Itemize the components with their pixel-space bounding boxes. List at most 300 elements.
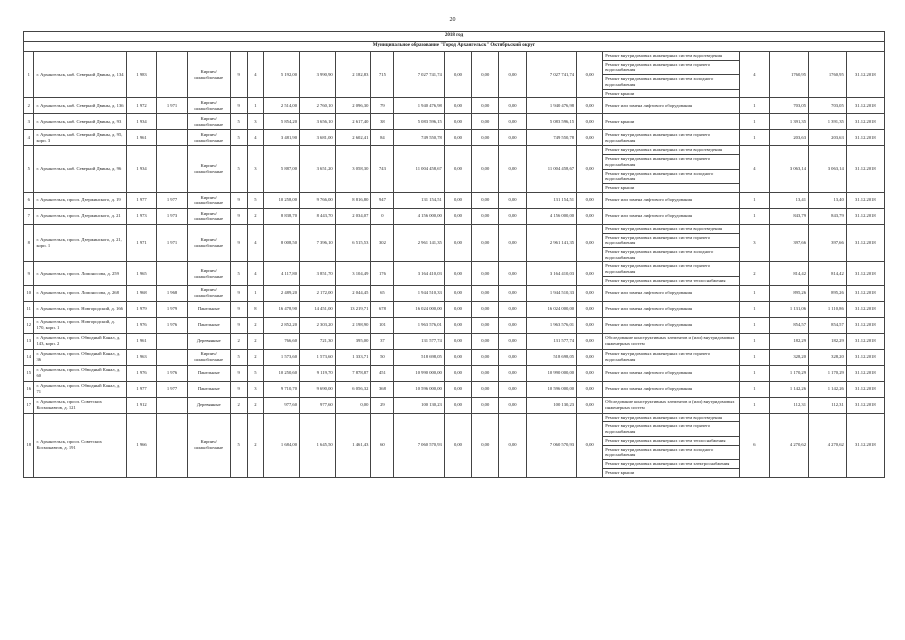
local-funds: 0,00 [499, 130, 526, 146]
local-funds: 0,00 [499, 317, 526, 333]
wall-material: Кирпич/ шлакоблочные [187, 262, 230, 285]
completion-date: 31.12.2018 [846, 365, 884, 381]
regional-funds: 0,00 [472, 114, 499, 130]
year-reconstructed [157, 262, 187, 285]
max-unit-cost: 1 170,29 [809, 365, 847, 381]
local-funds: 0,00 [499, 208, 526, 224]
floors: 9 [230, 301, 247, 317]
regional-funds: 0,00 [472, 397, 499, 413]
work-count: 1 [739, 397, 769, 413]
work-count: 1 [739, 208, 769, 224]
repair-cost: 749 550,78 [394, 130, 444, 146]
entrances: 5 [247, 365, 264, 381]
row-number: 12 [24, 317, 34, 333]
row-number: 11 [24, 301, 34, 317]
repair-cost: 2 961 141,35 [394, 224, 444, 262]
completion-date: 31.12.2018 [846, 413, 884, 477]
repair-cost: 7 060 570,93 [394, 413, 444, 477]
work-type: Ремонт или замена лифтового оборудования [603, 98, 739, 114]
work-count: 4 [739, 146, 769, 192]
local-funds: 0,00 [499, 349, 526, 365]
repair-cost: 5 083 596,15 [394, 114, 444, 130]
repair-cost: 1 944 510,33 [394, 285, 444, 301]
table-row [24, 192, 885, 208]
work-count: 6 [739, 413, 769, 477]
year-built: 1 976 [126, 365, 156, 381]
max-unit-cost: 814,42 [809, 262, 847, 285]
completion-date: 31.12.2018 [846, 98, 884, 114]
entrances: 2 [247, 208, 264, 224]
residential-area: 3 104,49 [335, 262, 371, 285]
wall-material: Кирпич/ шлакоблочные [187, 192, 230, 208]
address: г. Архангельск, просп. Дзержинского, д. 19 [34, 192, 126, 208]
total-area: 5 192,00 [264, 52, 300, 98]
residential-area: 0,00 [335, 397, 371, 413]
row-number: 1 [24, 52, 34, 98]
local-funds: 0,00 [499, 413, 526, 477]
wall-material: Кирпич/ шлакоблочные [187, 285, 230, 301]
completion-date: 31.12.2018 [846, 285, 884, 301]
table-row [24, 397, 885, 413]
total-area: 10 250,60 [264, 365, 300, 381]
entrances: 4 [247, 130, 264, 146]
work-count: 1 [739, 365, 769, 381]
table-row [24, 98, 885, 114]
repair-cost: 131 577,74 [394, 333, 444, 349]
max-unit-cost: 182,29 [809, 333, 847, 349]
floors: 5 [230, 349, 247, 365]
residents: 37 [371, 333, 394, 349]
work-count: 1 [739, 301, 769, 317]
premises-area: 3 990,90 [300, 52, 336, 98]
local-funds: 0,00 [499, 146, 526, 192]
other-funds: 0,00 [577, 285, 603, 301]
residents: 50 [371, 349, 394, 365]
local-funds: 0,00 [499, 333, 526, 349]
address: г. Архангельск, просп. Обводный Канал, д. 143, корп. 2 [34, 333, 126, 349]
residential-area: 8 816,80 [335, 192, 371, 208]
year-reconstructed [157, 52, 187, 98]
total-area: 5 854,20 [264, 114, 300, 130]
table-row [24, 381, 885, 397]
table-row [24, 349, 885, 365]
owner-funds: 7 027 741,74 [526, 52, 576, 98]
owner-funds: 518 698,05 [526, 349, 576, 365]
regional-funds: 0,00 [472, 130, 499, 146]
owner-funds: 10 990 000,00 [526, 365, 576, 381]
wall-material: Панельные [187, 381, 230, 397]
work-type: Ремонт крыши [603, 184, 739, 193]
residential-area: 2 198,90 [335, 317, 371, 333]
floors: 9 [230, 98, 247, 114]
year-reconstructed [157, 146, 187, 192]
total-area: 1 684,00 [264, 413, 300, 477]
work-count: 1 [739, 285, 769, 301]
owner-funds: 2 961 141,35 [526, 224, 576, 262]
local-funds: 0,00 [499, 224, 526, 262]
work-count: 1 [739, 130, 769, 146]
year-built: 1 934 [126, 146, 156, 192]
entrances: 4 [247, 262, 264, 285]
local-funds: 0,00 [499, 285, 526, 301]
premises-area: 3 681,00 [300, 130, 336, 146]
year-reconstructed: 1 977 [157, 192, 187, 208]
completion-date: 31.12.2018 [846, 349, 884, 365]
year-reconstructed: 1 973 [157, 208, 187, 224]
residential-area: 2 096,30 [335, 98, 371, 114]
other-funds: 0,00 [577, 98, 603, 114]
premises-area: 2 172,00 [300, 285, 336, 301]
repair-cost: 100 130,23 [394, 397, 444, 413]
owner-funds: 1 940 476,98 [526, 98, 576, 114]
row-number: 2 [24, 98, 34, 114]
regional-funds: 0,00 [472, 192, 499, 208]
address: г. Архангельск, просп. Советских Космонавтов, д. 191 [34, 413, 126, 477]
table-row [24, 285, 885, 301]
repair-cost: 3 164 410,03 [394, 262, 444, 285]
year-reconstructed: 1 977 [157, 381, 187, 397]
owner-funds: 131 154,51 [526, 192, 576, 208]
work-type: Ремонт внутридомовых инженерных систем горячего водоснабжения [603, 233, 739, 247]
entrances: 1 [247, 98, 264, 114]
residential-area: 7 878,87 [335, 365, 371, 381]
floors: 9 [230, 317, 247, 333]
entrances: 2 [247, 397, 264, 413]
residents: 84 [371, 130, 394, 146]
row-number: 17 [24, 397, 34, 413]
completion-date: 31.12.2018 [846, 262, 884, 285]
table-row [24, 333, 885, 349]
work-count: 1 [739, 317, 769, 333]
other-funds: 0,00 [577, 52, 603, 98]
work-type: Ремонт крыши [603, 114, 739, 130]
federal-funds: 0,00 [444, 224, 471, 262]
wall-material: Панельные [187, 317, 230, 333]
table-row [24, 413, 885, 422]
row-number: 18 [24, 413, 34, 477]
work-type: Ремонт внутридомовых инженерных систем горячего водоснабжения [603, 60, 739, 74]
table-row [24, 114, 885, 130]
wall-material: Кирпич/ шлакоблочные [187, 413, 230, 477]
residents: 678 [371, 301, 394, 317]
unit-cost: 112,31 [770, 397, 809, 413]
table-row [24, 365, 885, 381]
max-unit-cost: 4 270,62 [809, 413, 847, 477]
unit-cost: 1 391,35 [770, 114, 809, 130]
local-funds: 0,00 [499, 192, 526, 208]
work-type: Ремонт или замена лифтового оборудования [603, 208, 739, 224]
unit-cost: 4 270,62 [770, 413, 809, 477]
floors: 5 [230, 262, 247, 285]
repair-cost: 10 990 000,00 [394, 365, 444, 381]
table-row [24, 130, 885, 146]
floors: 9 [230, 192, 247, 208]
address: г. Архангельск, наб. Северной Двины, д. 95, корп. 3 [34, 130, 126, 146]
unit-cost: 397,66 [770, 224, 809, 262]
work-type: Ремонт крыши [603, 468, 739, 477]
premises-area: 14 451,00 [300, 301, 336, 317]
work-type: Ремонт внутридомовых инженерных систем водоотведения [603, 52, 739, 61]
floors: 9 [230, 208, 247, 224]
regional-funds: 0,00 [472, 317, 499, 333]
local-funds: 0,00 [499, 301, 526, 317]
entrances: 1 [247, 285, 264, 301]
row-number: 10 [24, 285, 34, 301]
repair-cost: 4 156 000,00 [394, 208, 444, 224]
regional-funds: 0,00 [472, 146, 499, 192]
residential-area: 1 461,43 [335, 413, 371, 477]
residential-area: 1 333,71 [335, 349, 371, 365]
year-reconstructed: 1 976 [157, 365, 187, 381]
entrances: 3 [247, 114, 264, 130]
work-type: Ремонт внутридомовых инженерных систем электроснабжения [603, 460, 739, 469]
federal-funds: 0,00 [444, 397, 471, 413]
work-count: 3 [739, 224, 769, 262]
owner-funds: 100 130,23 [526, 397, 576, 413]
work-count: 1 [739, 349, 769, 365]
residential-area: 2 034,07 [335, 208, 371, 224]
work-type: Обследование конструктивных элементов и (или) внутридомовых инженерных систем [603, 397, 739, 413]
residential-area: 6 056,32 [335, 381, 371, 397]
year-reconstructed [157, 397, 187, 413]
total-area: 3 481,90 [264, 130, 300, 146]
premises-area: 721,30 [300, 333, 336, 349]
federal-funds: 0,00 [444, 413, 471, 477]
row-number: 5 [24, 146, 34, 192]
table-row [24, 208, 885, 224]
completion-date: 31.12.2018 [846, 208, 884, 224]
work-type: Ремонт или замена лифтового оборудования [603, 285, 739, 301]
residents: 60 [371, 413, 394, 477]
work-type: Ремонт или замена лифтового оборудования [603, 317, 739, 333]
wall-material: Деревянные [187, 333, 230, 349]
unit-cost: 1 142,26 [770, 381, 809, 397]
year-built: 1 983 [126, 52, 156, 98]
federal-funds: 0,00 [444, 317, 471, 333]
year-built: 1 963 [126, 349, 156, 365]
work-type: Обследование конструктивных элементов и (или) внутридомовых инженерных систем [603, 333, 739, 349]
federal-funds: 0,00 [444, 208, 471, 224]
floors: 9 [230, 52, 247, 98]
residential-area: 2 617,40 [335, 114, 371, 130]
year-reconstructed [157, 349, 187, 365]
regional-funds: 0,00 [472, 365, 499, 381]
year-built: 1 972 [126, 98, 156, 114]
year-built: 1 977 [126, 192, 156, 208]
completion-date: 31.12.2018 [846, 397, 884, 413]
total-area: 2 852,20 [264, 317, 300, 333]
year-built: 1 976 [126, 317, 156, 333]
premises-area: 1 573,60 [300, 349, 336, 365]
completion-date: 31.12.2018 [846, 224, 884, 262]
total-area: 8 008,50 [264, 224, 300, 262]
regional-funds: 0,00 [472, 381, 499, 397]
federal-funds: 0,00 [444, 365, 471, 381]
owner-funds: 131 577,74 [526, 333, 576, 349]
row-number: 4 [24, 130, 34, 146]
other-funds: 0,00 [577, 397, 603, 413]
max-unit-cost: 1760,95 [809, 52, 847, 98]
table-row [24, 52, 885, 61]
year-built: 1 961 [126, 130, 156, 146]
work-type: Ремонт или замена лифтового оборудования [603, 192, 739, 208]
residential-area: 3 058,30 [335, 146, 371, 192]
year-reconstructed: 1 971 [157, 224, 187, 262]
unit-cost: 328,20 [770, 349, 809, 365]
other-funds: 0,00 [577, 224, 603, 262]
table-row [24, 262, 885, 276]
residents: 715 [371, 52, 394, 98]
year-reconstructed: 1 968 [157, 285, 187, 301]
federal-funds: 0,00 [444, 285, 471, 301]
local-funds: 0,00 [499, 98, 526, 114]
repair-cost: 16 024 000,00 [394, 301, 444, 317]
total-area: 766,60 [264, 333, 300, 349]
address: г. Архангельск, просп. Обводный Канал, д. 60 [34, 365, 126, 381]
work-count: 1 [739, 98, 769, 114]
federal-funds: 0,00 [444, 262, 471, 285]
regional-funds: 0,00 [472, 52, 499, 98]
owner-funds: 4 156 000,00 [526, 208, 576, 224]
regional-funds: 0,00 [472, 349, 499, 365]
other-funds: 0,00 [577, 413, 603, 477]
max-unit-cost: 1 110,86 [809, 301, 847, 317]
max-unit-cost: 13,40 [809, 192, 847, 208]
work-count: 1 [739, 333, 769, 349]
federal-funds: 0,00 [444, 381, 471, 397]
owner-funds: 16 024 000,00 [526, 301, 576, 317]
regional-funds: 0,00 [472, 224, 499, 262]
owner-funds: 5 083 596,15 [526, 114, 576, 130]
residents: 302 [371, 224, 394, 262]
row-number: 7 [24, 208, 34, 224]
address: г. Архангельск, наб. Северной Двины, д. 134 [34, 52, 126, 98]
local-funds: 0,00 [499, 397, 526, 413]
residential-area: 2 044,45 [335, 285, 371, 301]
entrances: 5 [247, 192, 264, 208]
year-reconstructed [157, 333, 187, 349]
municipality-header: Муниципальное образование "Город Архангельск" Октябрьский округ [24, 42, 885, 52]
address: г. Архангельск, просп. Обводный Канал, д. 36 [34, 349, 126, 365]
residents: 79 [371, 98, 394, 114]
work-type: Ремонт внутридомовых инженерных систем водоотведения [603, 413, 739, 422]
completion-date: 31.12.2018 [846, 317, 884, 333]
local-funds: 0,00 [499, 381, 526, 397]
residents: 743 [371, 146, 394, 192]
wall-material: Панельные [187, 301, 230, 317]
wall-material: Кирпич/ шлакоблочные [187, 98, 230, 114]
total-area: 10 258,00 [264, 192, 300, 208]
table-row [24, 301, 885, 317]
work-type: Ремонт внутридомовых инженерных систем горячего водоснабжения [603, 155, 739, 169]
total-area: 2 514,00 [264, 98, 300, 114]
unit-cost: 1 131,06 [770, 301, 809, 317]
federal-funds: 0,00 [444, 349, 471, 365]
floors: 5 [230, 413, 247, 477]
year-built: 1 966 [126, 413, 156, 477]
year-reconstructed [157, 114, 187, 130]
completion-date: 31.12.2018 [846, 333, 884, 349]
total-area: 1 573,60 [264, 349, 300, 365]
max-unit-cost: 397,66 [809, 224, 847, 262]
table-row [24, 317, 885, 333]
address: г. Архангельск, просп. Ломоносова, д. 268 [34, 285, 126, 301]
completion-date: 31.12.2018 [846, 381, 884, 397]
repair-cost: 7 027 741,74 [394, 52, 444, 98]
work-type: Ремонт внутридомовых инженерных систем холодного водоснабжения [603, 75, 739, 89]
floors: 9 [230, 285, 247, 301]
federal-funds: 0,00 [444, 192, 471, 208]
address: г. Архангельск, просп. Дзержинского, д. 21 [34, 208, 126, 224]
premises-area: 9 690,00 [300, 381, 336, 397]
table-row [24, 146, 885, 155]
year-built: 1 912 [126, 397, 156, 413]
repair-cost: 1 963 576,01 [394, 317, 444, 333]
entrances: 3 [247, 146, 264, 192]
work-count: 1 [739, 192, 769, 208]
owner-funds: 7 060 570,93 [526, 413, 576, 477]
work-count: 1 [739, 381, 769, 397]
address: г. Архангельск, наб. Северной Двины, д. 136 [34, 98, 126, 114]
other-funds: 0,00 [577, 349, 603, 365]
premises-area: 977,60 [300, 397, 336, 413]
regional-funds: 0,00 [472, 333, 499, 349]
unit-cost: 1 170,29 [770, 365, 809, 381]
wall-material: Кирпич/ шлакоблочные [187, 224, 230, 262]
repair-cost: 1 940 476,98 [394, 98, 444, 114]
unit-cost: 814,42 [770, 262, 809, 285]
address: г. Архангельск, наб. Северной Двины, д. 96 [34, 146, 126, 192]
year-reconstructed: 1 971 [157, 98, 187, 114]
federal-funds: 0,00 [444, 130, 471, 146]
address: г. Архангельск, просп. Советских Космонавтов, д. 121 [34, 397, 126, 413]
owner-funds: 1 944 510,33 [526, 285, 576, 301]
floors: 9 [230, 381, 247, 397]
other-funds: 0,00 [577, 146, 603, 192]
other-funds: 0,00 [577, 301, 603, 317]
max-unit-cost: 895,26 [809, 285, 847, 301]
year-built: 1 934 [126, 114, 156, 130]
entrances: 2 [247, 333, 264, 349]
premises-area: 9 766,00 [300, 192, 336, 208]
federal-funds: 0,00 [444, 146, 471, 192]
address: г. Архангельск, просп. Новгородский, д. 170, корп. 1 [34, 317, 126, 333]
unit-cost: 895,26 [770, 285, 809, 301]
premises-area: 3 651,20 [300, 146, 336, 192]
work-type: Ремонт внутридомовых инженерных систем горячего водоснабжения [603, 349, 739, 365]
residents: 368 [371, 381, 394, 397]
total-area: 5 887,00 [264, 146, 300, 192]
unit-cost: 843,79 [770, 208, 809, 224]
entrances: 2 [247, 413, 264, 477]
year-reconstructed [157, 130, 187, 146]
year-built: 1 968 [126, 285, 156, 301]
other-funds: 0,00 [577, 333, 603, 349]
year-built: 1 971 [126, 224, 156, 262]
work-type: Ремонт или замена лифтового оборудования [603, 365, 739, 381]
local-funds: 0,00 [499, 262, 526, 285]
owner-funds: 11 004 458,67 [526, 146, 576, 192]
premises-area: 3 656,10 [300, 114, 336, 130]
repair-cost: 131 154,51 [394, 192, 444, 208]
other-funds: 0,00 [577, 130, 603, 146]
other-funds: 0,00 [577, 317, 603, 333]
address: г. Архангельск, просп. Обводный Канал, д. 71 [34, 381, 126, 397]
row-number: 9 [24, 262, 34, 285]
entrances: 4 [247, 52, 264, 98]
owner-funds: 10 596 000,00 [526, 381, 576, 397]
floors: 2 [230, 333, 247, 349]
